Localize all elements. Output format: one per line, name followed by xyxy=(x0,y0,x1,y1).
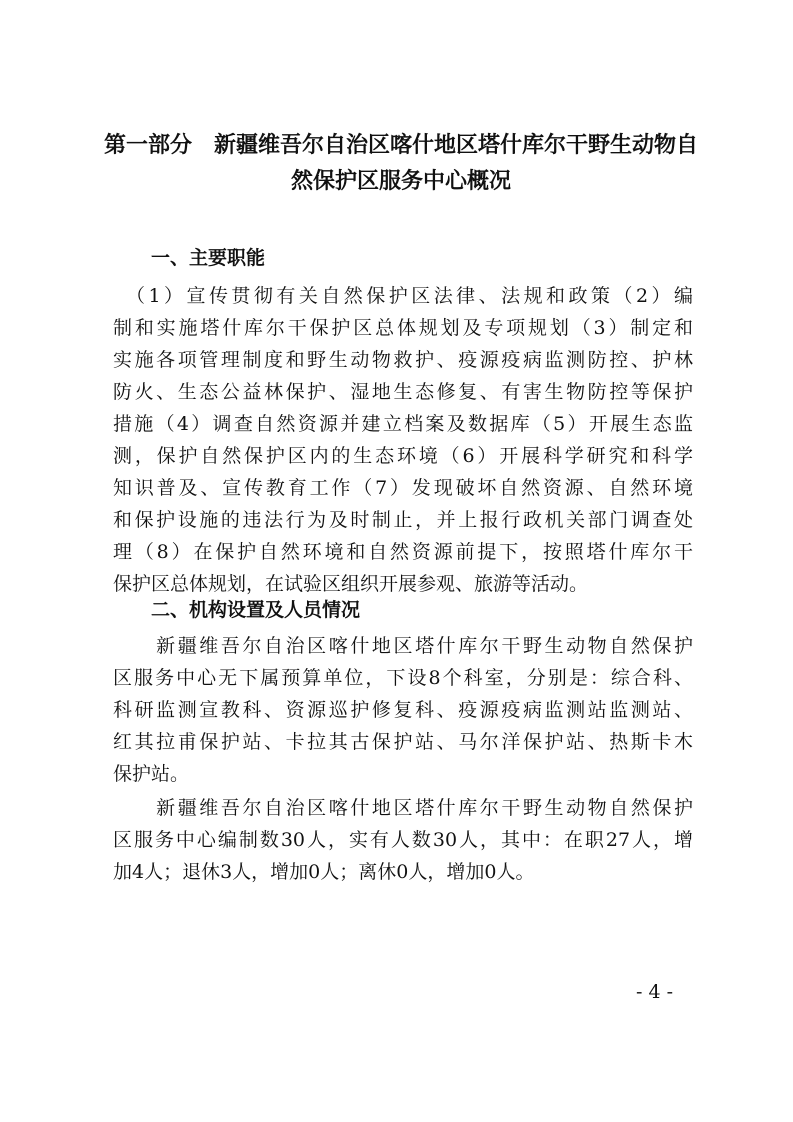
paragraph-main-functions xyxy=(113,280,693,600)
title-line-2: 然保护区服务中心概况 xyxy=(290,169,511,194)
text-line: 制和实施塔什库尔干保护区总体规划及专项规划（3）制定和 xyxy=(113,317,693,339)
page-number: - 4 - xyxy=(636,981,674,1003)
text-line: 实施各项管理制度和野生动物救护、疫源疫病监测防控、护林 xyxy=(113,349,693,371)
text-line: 加4人；退休3人，增加0人；离休0人，增加0人。 xyxy=(113,861,535,883)
text-line: 措施（4）调查自然资源并建立档案及数据库（5）开展生态监 xyxy=(113,413,693,435)
text-line: 知识普及、宣传教育工作（7）发现破坏自然资源、自然环境 xyxy=(113,477,693,499)
paragraph-organization xyxy=(113,630,693,790)
text-line: 保护区总体规划，在试验区组织开展参观、旅游等活动。 xyxy=(113,573,589,595)
title-line-1: 第一部分 新疆维吾尔自治区喀什地区塔什库尔干野生动物自 xyxy=(103,133,698,158)
text-line: 保护站。 xyxy=(113,763,190,785)
paragraph-staffing xyxy=(113,792,693,888)
text-line: 区服务中心无下属预算单位，下设8个科室，分别是：综合科、 xyxy=(113,667,693,689)
text-line: 理（8）在保护自然环境和自然资源前提下，按照塔什库尔干 xyxy=(113,541,693,563)
page-title xyxy=(96,128,706,200)
text-line: 新疆维吾尔自治区喀什地区塔什库尔干野生动物自然保护 xyxy=(113,635,693,657)
text-line: 防火、生态公益林保护、湿地生态修复、有害生物防控等保护 xyxy=(113,381,693,403)
text-line: 红其拉甫保护站、卡拉其古保护站、马尔洋保护站、热斯卡木 xyxy=(113,731,693,753)
text-line: 新疆维吾尔自治区喀什地区塔什库尔干野生动物自然保护 xyxy=(113,797,693,819)
text-line: 和保护设施的违法行为及时制止，并上报行政机关部门调查处 xyxy=(113,509,693,531)
text-line: （1）宣传贯彻有关自然保护区法律、法规和政策（2）编 xyxy=(113,285,693,307)
text-line: 测，保护自然保护区内的生态环境（6）开展科学研究和科学 xyxy=(113,445,693,467)
text-line: 科研监测宣教科、资源巡护修复科、疫源疫病监测站监测站、 xyxy=(113,699,693,721)
section-heading-main-functions: 一、主要职能 xyxy=(151,247,266,269)
section-heading-organization-staff: 二、机构设置及人员情况 xyxy=(151,599,361,621)
text-line: 区服务中心编制数30人，实有人数30人，其中：在职27人，增 xyxy=(113,829,693,851)
